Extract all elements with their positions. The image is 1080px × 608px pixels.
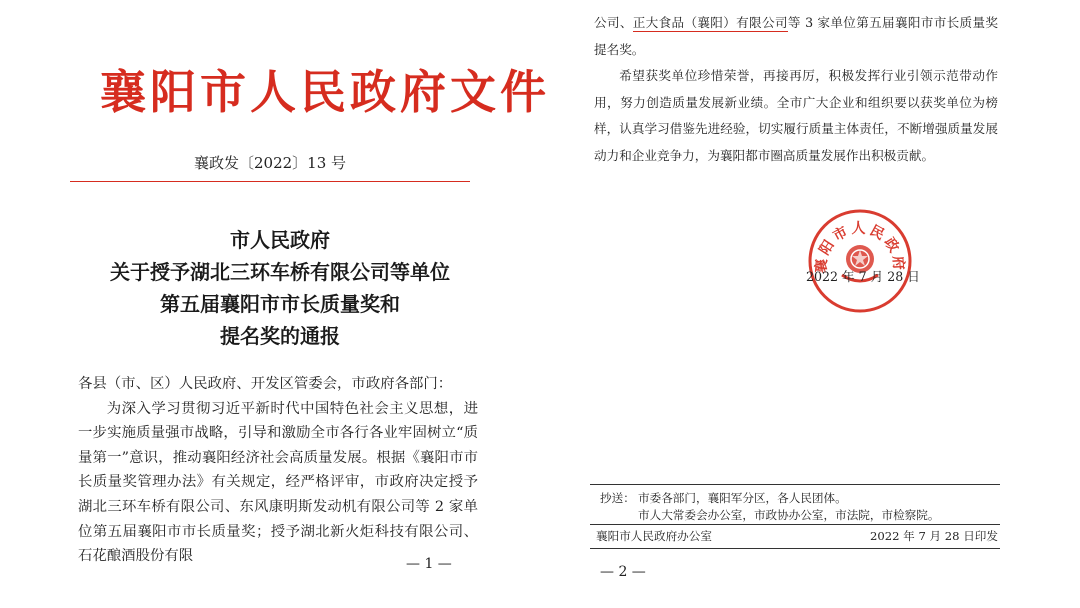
continuation-paragraph [594,10,998,63]
signature-date: 2022 年 7 月 28 日 [806,269,920,284]
title-line: 关于授予湖北三环车桥有限公司等单位 [110,260,450,284]
body-text-page-1 [78,372,478,569]
distribution-bottom-rule [590,548,1000,549]
body-paragraph: 为深入学习贯彻习近平新时代中国特色社会主义思想，进一步实施质量强市战略，引导和激励全市各行各业牢固树立“质量第一”意识，推动襄阳经济社会高质量发展。根据《襄阳市市长质量奖管理办法》有关规定，经严格评审，市政府决定授予湖北三环车桥有限公司、东风康明斯发动机有限公司等 2 家单位第五届襄阳市市长质量奖；授予湖北新火炬科技有限公司、石花酿酒股份有限 [78,400,478,565]
document-page-2 [540,0,1080,608]
issuer-office: 襄阳市人民政府办公室 [596,529,712,543]
distribution-top-rule [590,484,1000,485]
page-number: — 2 — [600,564,646,580]
document-masthead: 襄阳市人民政府文件 [100,65,550,119]
distribution-label: 抄送： [600,491,635,505]
highlighted-company-name: 正大食品（襄阳）有限公司 [632,15,788,30]
distribution-list [600,490,1000,524]
title-line: 提名奖的通报 [220,324,340,348]
seal-text: 襄阳市人民政府 [813,221,907,274]
document-title [80,224,480,352]
title-line: 市人民政府 [230,228,330,252]
page-number: — 1 — [406,556,452,572]
closing-paragraph: 希望获奖单位珍惜荣誉，再接再厉，积极发挥行业引领示范带动作用，努力创造质量发展新业绩。全市广大企业和组织要以获奖单位为榜样，认真学习借鉴先进经验，切实履行质量主体责任，不断增强质量发展动力和企业竞争力，为襄阳都市圈高质量发展作出积极贡献。 [594,68,998,163]
distribution-recipients: 市人大常委会办公室，市政协办公室，市法院，市检察院。 [638,508,940,522]
masthead-red-rule [70,181,470,182]
title-line: 第五届襄阳市市长质量奖和 [160,292,400,316]
continuation-text-end: 等 3 家单位第五届襄阳市市长质量奖提名奖。 [594,15,998,57]
continuation-text-start: 公司、 [594,15,633,30]
salutation: 各县（市、区）人民政府、开发区管委会，市政府各部门： [78,376,453,392]
official-seal-icon [806,207,914,315]
distribution-middle-rule [590,524,1000,525]
issue-date: 2022 年 7 月 28 日印发 [869,529,998,543]
body-text-page-2 [594,10,998,170]
issuer-row [596,528,998,544]
distribution-recipients: 市委各部门，襄阳军分区，各人民团体。 [638,491,847,505]
document-number: 襄政发〔2022〕13 号 [193,154,347,172]
